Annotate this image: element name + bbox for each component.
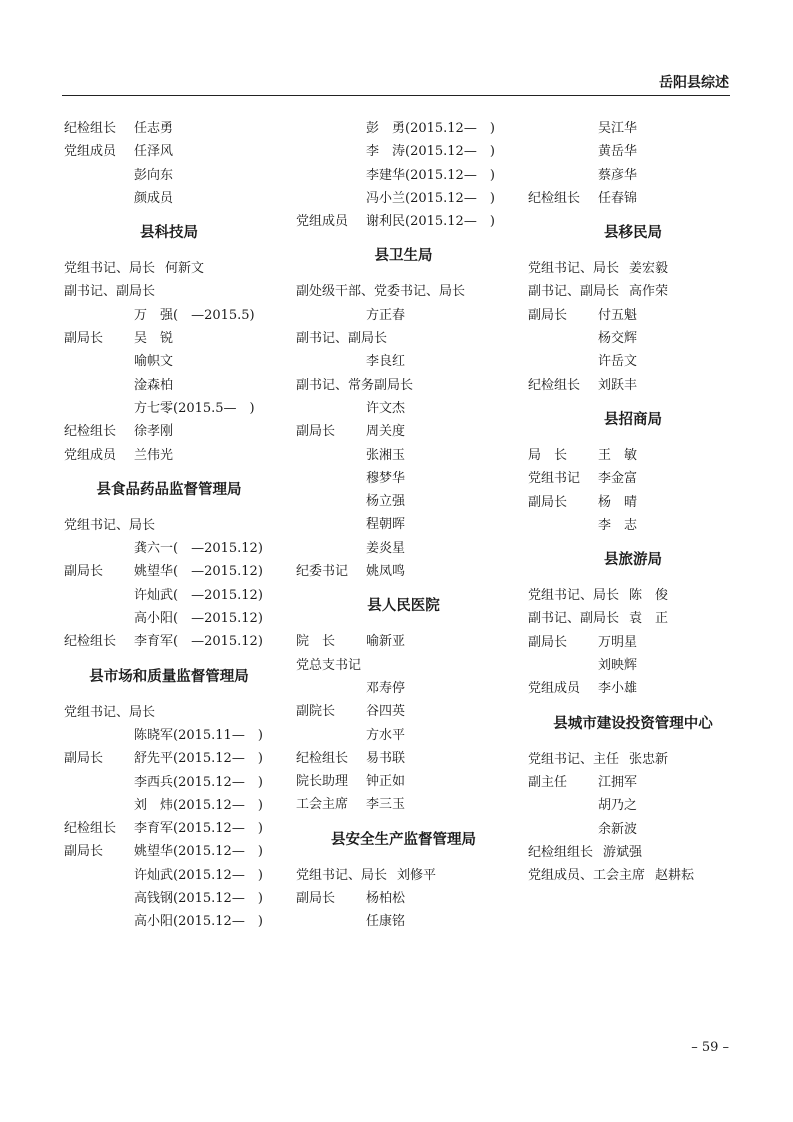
person-name: 李育军(2015.12— ) xyxy=(134,821,263,837)
position-title: 局 长 xyxy=(528,447,568,463)
person-name: 易书联 xyxy=(366,750,406,766)
person-name: 刘跃丰 xyxy=(598,377,638,393)
position-title: 副局长 xyxy=(64,331,104,347)
position-title: 副局长 xyxy=(528,307,568,323)
personnel-row xyxy=(528,304,738,327)
personnel-row xyxy=(64,187,274,210)
person-name: 舒先平(2015.12— ) xyxy=(134,751,263,767)
position-title: 副主任 xyxy=(528,774,568,790)
person-name: 高小阳( —2015.12) xyxy=(134,611,263,627)
personnel-row xyxy=(64,840,274,863)
page-number: – 59 – xyxy=(691,1040,729,1055)
running-header-title: 岳阳县综述 xyxy=(659,75,729,91)
personnel-row xyxy=(296,117,511,140)
person-name: 周关度 xyxy=(366,424,406,440)
position-title: 院 长 xyxy=(296,634,336,650)
person-name: 姜炎星 xyxy=(366,540,406,556)
column-left xyxy=(64,117,274,934)
personnel-row xyxy=(64,794,274,817)
personnel-row xyxy=(296,420,511,443)
personnel-row xyxy=(528,164,738,187)
personnel-row xyxy=(64,514,274,537)
person-name: 刘映辉 xyxy=(598,658,638,674)
person-name: 徐孝刚 xyxy=(134,424,174,440)
position-title: 纪委书记 xyxy=(296,564,349,580)
person-name: 游斌强 xyxy=(603,844,643,860)
personnel-row xyxy=(528,280,738,303)
section-heading: 县招商局 xyxy=(604,411,662,428)
personnel-row xyxy=(528,187,738,210)
person-name: 谢利民(2015.12— ) xyxy=(366,214,495,230)
person-name: 兰伟光 xyxy=(134,447,174,463)
person-name: 任志勇 xyxy=(134,121,174,136)
person-name: 杨 晴 xyxy=(598,494,638,510)
personnel-row xyxy=(528,631,738,654)
personnel-row xyxy=(296,793,511,816)
personnel-row xyxy=(296,444,511,467)
personnel-row xyxy=(528,841,738,864)
position-title: 副局长 xyxy=(64,844,104,860)
personnel-row xyxy=(64,280,274,303)
personnel-row xyxy=(64,584,274,607)
personnel-row xyxy=(64,420,274,443)
person-name: 喻新亚 xyxy=(366,634,406,650)
position-title: 副书记、副局长 xyxy=(528,284,620,300)
section-heading: 县人民医院 xyxy=(367,598,440,615)
personnel-row xyxy=(296,770,511,793)
person-name: 彭 勇(2015.12— ) xyxy=(366,121,495,136)
position-title: 院长助理 xyxy=(296,774,349,790)
person-name: 李 志 xyxy=(598,517,638,533)
personnel-row xyxy=(64,374,274,397)
personnel-row xyxy=(296,490,511,513)
position-title: 副局长 xyxy=(64,751,104,767)
position-title: 党组书记、局长 xyxy=(64,704,156,720)
personnel-row xyxy=(296,397,511,420)
person-name: 李建华(2015.12— ) xyxy=(366,167,495,183)
personnel-row xyxy=(64,397,274,420)
personnel-row xyxy=(64,701,274,724)
position-title: 纪检组长 xyxy=(64,821,117,837)
position-title: 党组成员 xyxy=(64,447,117,463)
person-name: 蔡彦华 xyxy=(598,167,638,183)
person-name: 江拥军 xyxy=(598,774,638,790)
position-title: 副局长 xyxy=(528,494,568,510)
position-title: 纪检组长 xyxy=(64,424,117,440)
person-name: 任春锦 xyxy=(598,190,638,206)
person-name: 任康铭 xyxy=(366,914,406,930)
personnel-row xyxy=(296,747,511,770)
person-name: 方水平 xyxy=(366,727,406,743)
position-title: 副局长 xyxy=(64,564,104,580)
position-title: 党组书记 xyxy=(528,471,581,487)
personnel-row xyxy=(528,327,738,350)
personnel-row xyxy=(64,817,274,840)
person-name: 高小阳(2015.12— ) xyxy=(134,914,263,930)
person-name: 杨交辉 xyxy=(598,331,638,347)
personnel-row xyxy=(296,467,511,490)
person-name: 姜宏毅 xyxy=(629,261,669,277)
person-name: 李金富 xyxy=(598,471,638,487)
personnel-row xyxy=(64,537,274,560)
position-title: 党组书记、局长 xyxy=(296,867,388,883)
person-name: 淦森柏 xyxy=(134,377,174,393)
person-name: 冯小兰(2015.12— ) xyxy=(366,190,495,206)
personnel-row xyxy=(296,864,511,887)
personnel-row xyxy=(528,818,738,841)
person-name: 余新波 xyxy=(598,821,638,837)
personnel-row xyxy=(64,724,274,747)
personnel-row xyxy=(528,491,738,514)
person-name: 王 敏 xyxy=(598,447,638,463)
position-title: 副书记、常务副局长 xyxy=(296,377,414,393)
position-title: 党组成员 xyxy=(296,214,349,230)
person-name: 程朝晖 xyxy=(366,517,406,533)
person-name: 陈晓军(2015.11— ) xyxy=(134,727,263,743)
personnel-row xyxy=(296,537,511,560)
personnel-row xyxy=(64,630,274,653)
personnel-row xyxy=(528,654,738,677)
section-heading: 县旅游局 xyxy=(604,552,662,569)
person-name: 李育军( —2015.12) xyxy=(134,634,263,650)
person-name: 赵耕耘 xyxy=(655,868,695,884)
position-title: 副处级干部、党委书记、局长 xyxy=(296,284,466,300)
position-title: 副书记、副局长 xyxy=(64,284,156,300)
section-heading: 县科技局 xyxy=(140,225,198,242)
person-name: 李三玉 xyxy=(366,797,406,813)
person-name: 许文杰 xyxy=(366,400,406,416)
person-name: 许岳文 xyxy=(598,354,638,370)
personnel-row xyxy=(296,327,511,350)
personnel-row xyxy=(528,607,738,630)
personnel-row xyxy=(528,444,738,467)
personnel-row xyxy=(296,654,511,677)
person-name: 任泽风 xyxy=(134,144,174,160)
person-name: 方七零(2015.5— ) xyxy=(134,400,255,416)
position-title: 党组成员 xyxy=(528,681,581,697)
position-title: 副书记、副局长 xyxy=(528,611,620,627)
personnel-row xyxy=(296,280,511,303)
section-heading: 县安全生产监督管理局 xyxy=(331,831,476,848)
person-name: 龚六一( —2015.12) xyxy=(134,541,263,557)
section-heading: 县城市建设投资管理中心 xyxy=(553,715,713,732)
person-name: 李良红 xyxy=(366,354,406,370)
personnel-row xyxy=(296,887,511,910)
personnel-row xyxy=(296,140,511,163)
personnel-row xyxy=(528,584,738,607)
person-name: 杨立强 xyxy=(366,494,406,510)
person-name: 许灿武( —2015.12) xyxy=(134,587,263,603)
person-name: 高作荣 xyxy=(629,284,669,300)
position-title: 党组书记、主任 xyxy=(528,751,620,767)
position-title: 副局长 xyxy=(296,424,336,440)
person-name: 付五魁 xyxy=(598,307,638,323)
personnel-row xyxy=(64,140,274,163)
personnel-row xyxy=(296,700,511,723)
personnel-row xyxy=(64,910,274,933)
personnel-row xyxy=(528,677,738,700)
section-heading: 县食品药品监督管理局 xyxy=(96,481,242,498)
position-title: 纪检组长 xyxy=(528,377,581,393)
person-name: 黄岳华 xyxy=(598,144,638,160)
column-right xyxy=(528,117,738,887)
position-title: 副局长 xyxy=(296,891,336,907)
personnel-row xyxy=(64,350,274,373)
personnel-row xyxy=(64,117,274,140)
header-rule xyxy=(62,95,730,96)
person-name: 谷四英 xyxy=(366,704,406,720)
personnel-row xyxy=(528,467,738,490)
person-name: 李小雄 xyxy=(598,681,638,697)
person-name: 颜成员 xyxy=(134,190,174,206)
person-name: 姚凤鸣 xyxy=(366,564,406,580)
personnel-row xyxy=(528,514,738,537)
person-name: 何新文 xyxy=(165,261,205,277)
person-name: 喻帜文 xyxy=(134,354,174,370)
position-title: 党总支书记 xyxy=(296,657,362,673)
personnel-row xyxy=(528,771,738,794)
person-name: 李 涛(2015.12— ) xyxy=(366,144,495,160)
personnel-row xyxy=(528,350,738,373)
person-name: 杨柏松 xyxy=(366,891,406,907)
personnel-row xyxy=(296,304,511,327)
personnel-row xyxy=(64,444,274,467)
position-title: 党组书记、局长 xyxy=(64,261,156,277)
position-title: 党组成员 xyxy=(64,144,117,160)
personnel-row xyxy=(64,864,274,887)
personnel-row xyxy=(64,887,274,910)
personnel-row xyxy=(528,374,738,397)
personnel-row xyxy=(64,560,274,583)
person-name: 邓寿停 xyxy=(366,680,406,696)
personnel-row xyxy=(296,164,511,187)
personnel-row xyxy=(296,910,511,933)
personnel-row xyxy=(296,210,511,233)
position-title: 副院长 xyxy=(296,704,336,720)
section-heading: 县移民局 xyxy=(604,225,662,242)
person-name: 胡乃之 xyxy=(598,798,638,814)
personnel-row xyxy=(64,164,274,187)
personnel-row xyxy=(296,513,511,536)
person-name: 高钱钢(2015.12— ) xyxy=(134,891,263,907)
person-name: 彭向东 xyxy=(134,167,174,183)
person-name: 张忠新 xyxy=(629,751,669,767)
position-title: 工会主席 xyxy=(296,797,349,813)
personnel-row xyxy=(64,747,274,770)
position-title: 纪检组组长 xyxy=(528,844,594,860)
person-name: 刘 炜(2015.12— ) xyxy=(134,797,263,813)
personnel-row xyxy=(296,677,511,700)
person-name: 姚望华(2015.12— ) xyxy=(134,844,263,860)
personnel-row xyxy=(64,304,274,327)
personnel-row xyxy=(528,794,738,817)
personnel-row xyxy=(528,117,738,140)
position-title: 党组书记、局长 xyxy=(528,261,620,277)
personnel-row xyxy=(64,257,274,280)
personnel-row xyxy=(528,864,738,887)
person-name: 陈 俊 xyxy=(629,588,669,604)
person-name: 张湘玉 xyxy=(366,447,406,463)
personnel-row xyxy=(528,748,738,771)
person-name: 万 强( —2015.5) xyxy=(134,307,255,323)
personnel-row xyxy=(296,630,511,653)
position-title: 党组成员、工会主席 xyxy=(528,868,646,884)
position-title: 纪检组长 xyxy=(296,750,349,766)
position-title: 副局长 xyxy=(528,634,568,650)
person-name: 刘修平 xyxy=(397,867,437,883)
position-title: 副书记、副局长 xyxy=(296,331,388,347)
section-heading: 县卫生局 xyxy=(374,248,433,265)
person-name: 袁 正 xyxy=(629,611,669,627)
position-title: 纪检组长 xyxy=(528,190,581,206)
section-heading: 县市场和质量监督管理局 xyxy=(89,668,249,685)
personnel-row xyxy=(64,607,274,630)
person-name: 万明星 xyxy=(598,634,638,650)
person-name: 李西兵(2015.12— ) xyxy=(134,774,263,790)
personnel-row xyxy=(296,374,511,397)
personnel-row xyxy=(64,327,274,350)
position-title: 党组书记、局长 xyxy=(64,517,156,533)
position-title: 纪检组长 xyxy=(64,121,117,136)
person-name: 许灿武(2015.12— ) xyxy=(134,867,263,883)
personnel-row xyxy=(528,257,738,280)
personnel-row xyxy=(64,771,274,794)
personnel-row xyxy=(296,560,511,583)
column-middle xyxy=(296,117,511,934)
personnel-row xyxy=(296,724,511,747)
person-name: 姚望华( —2015.12) xyxy=(134,564,263,580)
personnel-row xyxy=(528,140,738,163)
person-name: 穆梦华 xyxy=(366,470,406,486)
person-name: 吴江华 xyxy=(598,121,638,136)
position-title: 纪检组长 xyxy=(64,634,117,650)
person-name: 方正春 xyxy=(366,307,406,323)
position-title: 党组书记、局长 xyxy=(528,588,620,604)
personnel-row xyxy=(296,187,511,210)
personnel-row xyxy=(296,350,511,373)
person-name: 钟正如 xyxy=(366,774,406,790)
person-name: 吴 锐 xyxy=(134,331,174,347)
